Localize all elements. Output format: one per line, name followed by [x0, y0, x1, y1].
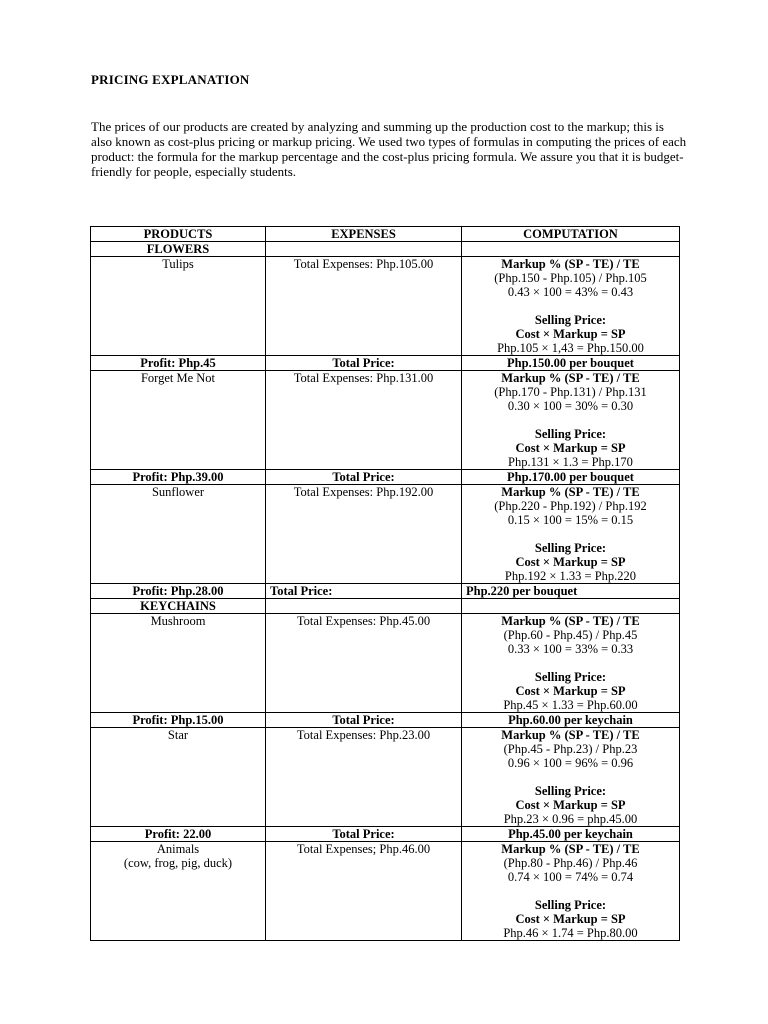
markup-calculation: (Php.80 - Php.46) / Php.46	[503, 856, 638, 870]
markup-formula: Markup % (SP - TE) / TE	[501, 257, 640, 271]
product-cell	[91, 728, 266, 827]
empty-cell	[266, 599, 462, 614]
markup-formula: Markup % (SP - TE) / TE	[501, 842, 640, 856]
computation-cell	[462, 257, 680, 356]
product-cell	[91, 485, 266, 584]
product-name: Mushroom	[150, 614, 206, 628]
profit-cell: Profit: Php.45	[91, 356, 266, 371]
selling-price-formula: Cost × Markup = SP	[515, 684, 626, 698]
empty-cell	[462, 599, 680, 614]
markup-result: 0.33 × 100 = 33% = 0.33	[507, 642, 634, 656]
product-name: Forget Me Not	[140, 371, 216, 385]
selling-price-formula: Cost × Markup = SP	[515, 441, 626, 455]
product-subtitle: (cow, frog, pig, duck)	[123, 856, 233, 870]
table-body	[91, 242, 680, 941]
intro-paragraph: The prices of our products are created by analyzing and summing up the production cost to the markup; this is also known as cost-plus pricing or markup pricing. We used two types of formulas in computing the prices of each product: the formula for the markup percentage and the cost-plus pricing formula. We assure you that it is budget-friendly for people, especially students.	[91, 119, 687, 179]
expenses-value: Total Expenses; Php.46.00	[296, 842, 431, 856]
total-row	[91, 470, 680, 485]
selling-price-calculation: Php.131 × 1.3 = Php.170	[508, 455, 633, 469]
profit-cell: Profit: Php.28.00	[91, 584, 266, 599]
computation-cell	[462, 614, 680, 713]
expenses-cell	[266, 728, 462, 827]
group-label: FLOWERS	[91, 242, 266, 257]
selling-price-calculation: Php.23 × 0.96 = php.45.00	[503, 812, 638, 826]
expenses-cell	[266, 842, 462, 941]
product-name: Animals	[156, 842, 200, 856]
header-computation: COMPUTATION	[462, 227, 680, 242]
selling-price-formula: Cost × Markup = SP	[515, 912, 626, 926]
expenses-value: Total Expenses: Php.105.00	[293, 257, 434, 271]
total-price-label: Total Price:	[266, 713, 462, 728]
total-price-label: Total Price:	[266, 470, 462, 485]
product-row	[91, 371, 680, 470]
expenses-cell	[266, 257, 462, 356]
expenses-value: Total Expenses: Php.23.00	[296, 728, 431, 742]
selling-price-label: Selling Price:	[534, 541, 607, 555]
expenses-cell	[266, 485, 462, 584]
spacer	[466, 299, 675, 313]
product-row	[91, 485, 680, 584]
header-products: PRODUCTS	[91, 227, 266, 242]
spacer	[466, 413, 675, 427]
computation-cell	[462, 728, 680, 827]
pricing-table	[90, 226, 680, 941]
total-row	[91, 356, 680, 371]
computation-cell	[462, 485, 680, 584]
product-row	[91, 257, 680, 356]
empty-cell	[266, 242, 462, 257]
selling-price-calculation: Php.192 × 1.33 = Php.220	[504, 569, 637, 583]
header-expenses: EXPENSES	[266, 227, 462, 242]
page-title: PRICING EXPLANATION	[91, 72, 250, 87]
expenses-value: Total Expenses: Php.131.00	[293, 371, 434, 385]
total-price-label: Total Price:	[266, 584, 462, 599]
selling-price-label: Selling Price:	[534, 313, 607, 327]
markup-calculation: (Php.60 - Php.45) / Php.45	[503, 628, 638, 642]
expenses-value: Total Expenses: Php.45.00	[296, 614, 431, 628]
spacer	[466, 770, 675, 784]
total-row	[91, 584, 680, 599]
computation-cell	[462, 371, 680, 470]
markup-result: 0.43 × 100 = 43% = 0.43	[507, 285, 634, 299]
markup-calculation: (Php.220 - Php.192) / Php.192	[494, 499, 647, 513]
spacer	[466, 527, 675, 541]
product-name: Sunflower	[151, 485, 205, 499]
group-row	[91, 599, 680, 614]
markup-formula: Markup % (SP - TE) / TE	[501, 728, 640, 742]
markup-formula: Markup % (SP - TE) / TE	[501, 614, 640, 628]
spacer	[466, 656, 675, 670]
markup-formula: Markup % (SP - TE) / TE	[501, 485, 640, 499]
spacer	[466, 884, 675, 898]
markup-calculation: (Php.170 - Php.131) / Php.131	[494, 385, 647, 399]
total-price-value: Php.170.00 per bouquet	[462, 470, 680, 485]
markup-result: 0.30 × 100 = 30% = 0.30	[507, 399, 634, 413]
selling-price-label: Selling Price:	[534, 898, 607, 912]
product-row	[91, 728, 680, 827]
product-name: Tulips	[162, 257, 194, 271]
product-cell	[91, 842, 266, 941]
expenses-cell	[266, 614, 462, 713]
table-header-row	[91, 227, 680, 242]
empty-cell	[462, 242, 680, 257]
markup-result: 0.74 × 100 = 74% = 0.74	[507, 870, 634, 884]
expenses-cell	[266, 371, 462, 470]
selling-price-label: Selling Price:	[534, 670, 607, 684]
profit-cell: Profit: Php.15.00	[91, 713, 266, 728]
product-cell	[91, 371, 266, 470]
total-row	[91, 827, 680, 842]
selling-price-formula: Cost × Markup = SP	[515, 555, 626, 569]
group-label: KEYCHAINS	[91, 599, 266, 614]
markup-calculation: (Php.150 - Php.105) / Php.105	[494, 271, 647, 285]
total-price-label: Total Price:	[266, 356, 462, 371]
expenses-value: Total Expenses: Php.192.00	[293, 485, 434, 499]
profit-cell: Profit: 22.00	[91, 827, 266, 842]
product-cell	[91, 257, 266, 356]
product-name: Star	[167, 728, 189, 742]
total-price-value: Php.60.00 per keychain	[462, 713, 680, 728]
markup-result: 0.96 × 100 = 96% = 0.96	[507, 756, 634, 770]
selling-price-calculation: Php.45 × 1.33 = Php.60.00	[503, 698, 638, 712]
product-row	[91, 842, 680, 941]
profit-cell: Profit: Php.39.00	[91, 470, 266, 485]
markup-formula: Markup % (SP - TE) / TE	[501, 371, 640, 385]
product-cell	[91, 614, 266, 713]
selling-price-label: Selling Price:	[534, 427, 607, 441]
selling-price-formula: Cost × Markup = SP	[515, 798, 626, 812]
selling-price-calculation: Php.105 × 1,43 = Php.150.00	[497, 341, 644, 355]
markup-calculation: (Php.45 - Php.23) / Php.23	[503, 742, 638, 756]
selling-price-label: Selling Price:	[534, 784, 607, 798]
product-row	[91, 614, 680, 713]
computation-cell	[462, 842, 680, 941]
selling-price-formula: Cost × Markup = SP	[515, 327, 626, 341]
total-price-value: Php.220 per bouquet	[462, 584, 680, 599]
selling-price-calculation: Php.46 × 1.74 = Php.80.00	[503, 926, 638, 940]
total-price-label: Total Price:	[266, 827, 462, 842]
total-price-value: Php.45.00 per keychain	[462, 827, 680, 842]
total-row	[91, 713, 680, 728]
markup-result: 0.15 × 100 = 15% = 0.15	[507, 513, 634, 527]
group-row	[91, 242, 680, 257]
total-price-value: Php.150.00 per bouquet	[462, 356, 680, 371]
